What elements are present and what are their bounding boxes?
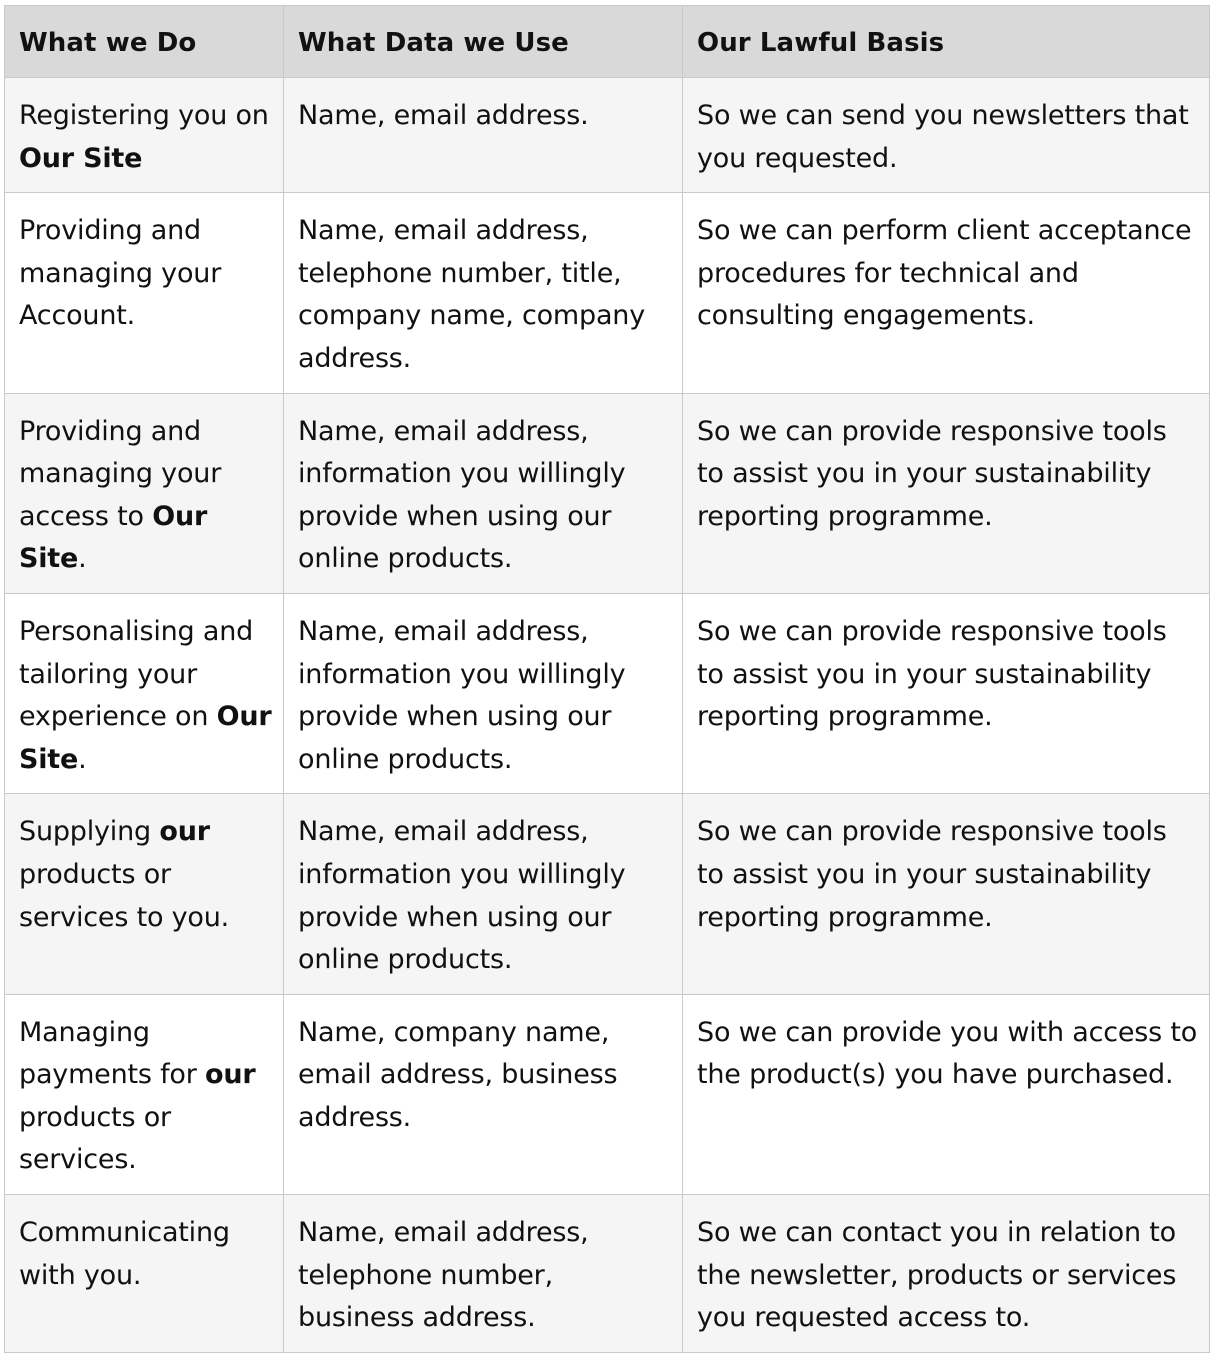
table-row bbox=[5, 1195, 1210, 1353]
cell-what-we-do: Personalising and tailoring your experience on Our Site. bbox=[5, 593, 284, 793]
cell-what-we-do: Managing payments for our products or services. bbox=[5, 994, 284, 1194]
cell-lawful-basis: So we can perform client acceptance procedures for technical and consulting engagements. bbox=[683, 193, 1210, 393]
cell-what-data: Name, email address, telephone number, title, company name, company address. bbox=[284, 193, 683, 393]
cell-what-data: Name, email address. bbox=[284, 78, 683, 193]
lawful-basis-table-container bbox=[4, 5, 1209, 1353]
table-row bbox=[5, 78, 1210, 193]
lawful-basis-table bbox=[4, 5, 1210, 1353]
cell-lawful-basis: So we can provide responsive tools to assist you in your sustainability reporting programme. bbox=[683, 593, 1210, 793]
table-row bbox=[5, 393, 1210, 593]
cell-lawful-basis: So we can provide you with access to the product(s) you have purchased. bbox=[683, 994, 1210, 1194]
cell-what-data: Name, company name, email address, business address. bbox=[284, 994, 683, 1194]
cell-what-data: Name, email address, telephone number, business address. bbox=[284, 1195, 683, 1353]
cell-what-data: Name, email address, information you willingly provide when using our online products. bbox=[284, 794, 683, 994]
cell-lawful-basis: So we can contact you in relation to the newsletter, products or services you requested access to. bbox=[683, 1195, 1210, 1353]
table-row bbox=[5, 794, 1210, 994]
cell-what-data: Name, email address, information you willingly provide when using our online products. bbox=[284, 593, 683, 793]
cell-what-we-do: Providing and managing your access to Our Site. bbox=[5, 393, 284, 593]
header-what-we-do: What we Do bbox=[5, 6, 284, 78]
table-header-row bbox=[5, 6, 1210, 78]
header-our-lawful-basis: Our Lawful Basis bbox=[683, 6, 1210, 78]
cell-lawful-basis: So we can provide responsive tools to assist you in your sustainability reporting programme. bbox=[683, 794, 1210, 994]
cell-lawful-basis: So we can provide responsive tools to assist you in your sustainability reporting programme. bbox=[683, 393, 1210, 593]
cell-what-we-do: Registering you on Our Site bbox=[5, 78, 284, 193]
cell-what-we-do: Providing and managing your Account. bbox=[5, 193, 284, 393]
table-row bbox=[5, 193, 1210, 393]
cell-what-we-do: Communicating with you. bbox=[5, 1195, 284, 1353]
table-row bbox=[5, 593, 1210, 793]
cell-lawful-basis: So we can send you newsletters that you requested. bbox=[683, 78, 1210, 193]
header-what-data-we-use: What Data we Use bbox=[284, 6, 683, 78]
cell-what-we-do: Supplying our products or services to you. bbox=[5, 794, 284, 994]
cell-what-data: Name, email address, information you willingly provide when using our online products. bbox=[284, 393, 683, 593]
table-row bbox=[5, 994, 1210, 1194]
